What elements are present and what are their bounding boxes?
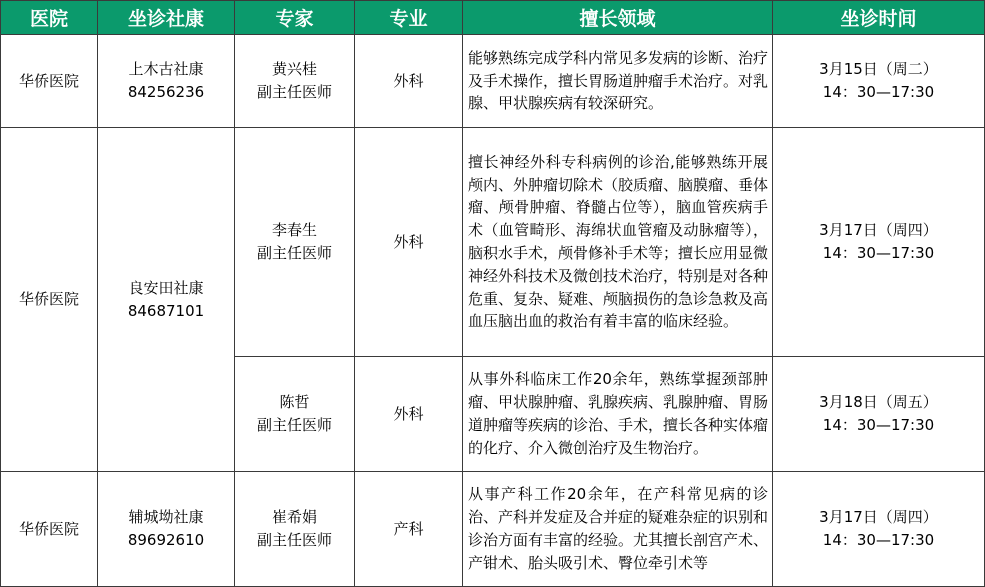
table-row bbox=[1, 35, 985, 128]
expertise-cell bbox=[463, 472, 773, 587]
doctor-title: 副主任医师 bbox=[256, 416, 332, 434]
doctor-cell bbox=[235, 128, 355, 357]
community-cell bbox=[98, 128, 235, 472]
schedule-date: 3月17日（周四） bbox=[819, 508, 938, 527]
expertise-cell bbox=[463, 128, 773, 357]
header-row bbox=[1, 1, 985, 35]
expertise-text: 能够熟练完成学科内常见多发病的诊断、治疗及手术操作，擅长胃肠道肿瘤手术治疗。对乳腺、甲状腺疾病有较深研究。 bbox=[468, 48, 769, 113]
doctor-cell bbox=[235, 357, 355, 472]
specialty-cell: 产科 bbox=[355, 472, 463, 587]
expertise-cell bbox=[463, 35, 773, 128]
table-row bbox=[1, 472, 985, 587]
expertise-text: 从事外科临床工作20余年，熟练掌握颈部肿瘤、甲状腺肿瘤、乳腺疾病、乳腺肿瘤、胃肠道肿瘤等疾病的诊治、手术，擅长各种实体瘤的化疗、介入微创治疗及生物治疗。 bbox=[468, 370, 769, 457]
schedule-date: 3月15日（周二） bbox=[819, 60, 938, 79]
table-row bbox=[1, 128, 985, 357]
doctor-name: 陈哲 bbox=[279, 393, 310, 412]
doctor-cell bbox=[235, 472, 355, 587]
time-cell bbox=[773, 35, 985, 128]
doctor-cell bbox=[235, 35, 355, 128]
schedule-date: 3月17日（周四） bbox=[819, 221, 938, 240]
community-phone: 89692610 bbox=[127, 531, 205, 549]
schedule-date: 3月18日（周五） bbox=[819, 393, 938, 412]
doctor-name: 崔希娟 bbox=[271, 508, 317, 527]
header-hospital: 医院 bbox=[1, 1, 98, 35]
schedule-time: 14：30—17:30 bbox=[822, 416, 935, 434]
community-phone: 84256236 bbox=[127, 83, 205, 101]
schedule-time: 14：30—17:30 bbox=[822, 244, 935, 262]
time-cell bbox=[773, 472, 985, 587]
doctor-title: 副主任医师 bbox=[256, 244, 332, 262]
community-cell bbox=[98, 35, 235, 128]
doctor-title: 副主任医师 bbox=[256, 531, 332, 549]
time-cell bbox=[773, 128, 985, 357]
header-expert: 专家 bbox=[235, 1, 355, 35]
community-name: 上木古社康 bbox=[128, 60, 204, 79]
community-cell bbox=[98, 472, 235, 587]
time-cell bbox=[773, 357, 985, 472]
community-phone: 84687101 bbox=[127, 301, 205, 320]
doctor-name: 黄兴桂 bbox=[271, 60, 317, 79]
schedule-time: 14：30—17:30 bbox=[822, 531, 935, 549]
expertise-text: 从事产科工作20余年，在产科常见病的诊治、产科并发症及合并症的疑难杂症的识别和诊治方面有丰富的经验。尤其擅长剖宫产术、产钳术、胎头吸引术、臀位牵引术等 bbox=[468, 485, 769, 572]
specialty-cell: 外科 bbox=[355, 357, 463, 472]
community-name: 良安田社康 bbox=[128, 278, 204, 297]
specialty-cell: 外科 bbox=[355, 35, 463, 128]
specialty-cell: 外科 bbox=[355, 128, 463, 357]
header-specialty: 专业 bbox=[355, 1, 463, 35]
doctor-title: 副主任医师 bbox=[256, 83, 332, 101]
header-expertise: 擅长领域 bbox=[463, 1, 773, 35]
hospital-cell: 华侨医院 bbox=[1, 35, 98, 128]
expertise-text: 擅长神经外科专科病例的诊治,能够熟练开展颅内、外肿瘤切除术（胶质瘤、脑膜瘤、垂体瘤、颅骨肿瘤、脊髓占位等），脑血管疾病手术（血管畸形、海绵状血管瘤及动脉瘤等），脑积水手术，颅骨修补手术等；擅长应用显微神经外科技术及微创技术治疗，特别是对各种危重、复杂、疑难、颅脑损伤的急诊急救及高血压脑出血的救治有着丰富的临床经验。 bbox=[468, 152, 769, 331]
hospital-cell: 华侨医院 bbox=[1, 128, 98, 472]
schedule-time: 14：30—17:30 bbox=[822, 83, 935, 101]
community-name: 辅城坳社康 bbox=[128, 508, 204, 527]
hospital-cell: 华侨医院 bbox=[1, 472, 98, 587]
header-community: 坐诊社康 bbox=[98, 1, 235, 35]
doctor-name: 李春生 bbox=[271, 221, 317, 240]
header-time: 坐诊时间 bbox=[773, 1, 985, 35]
expertise-cell bbox=[463, 357, 773, 472]
